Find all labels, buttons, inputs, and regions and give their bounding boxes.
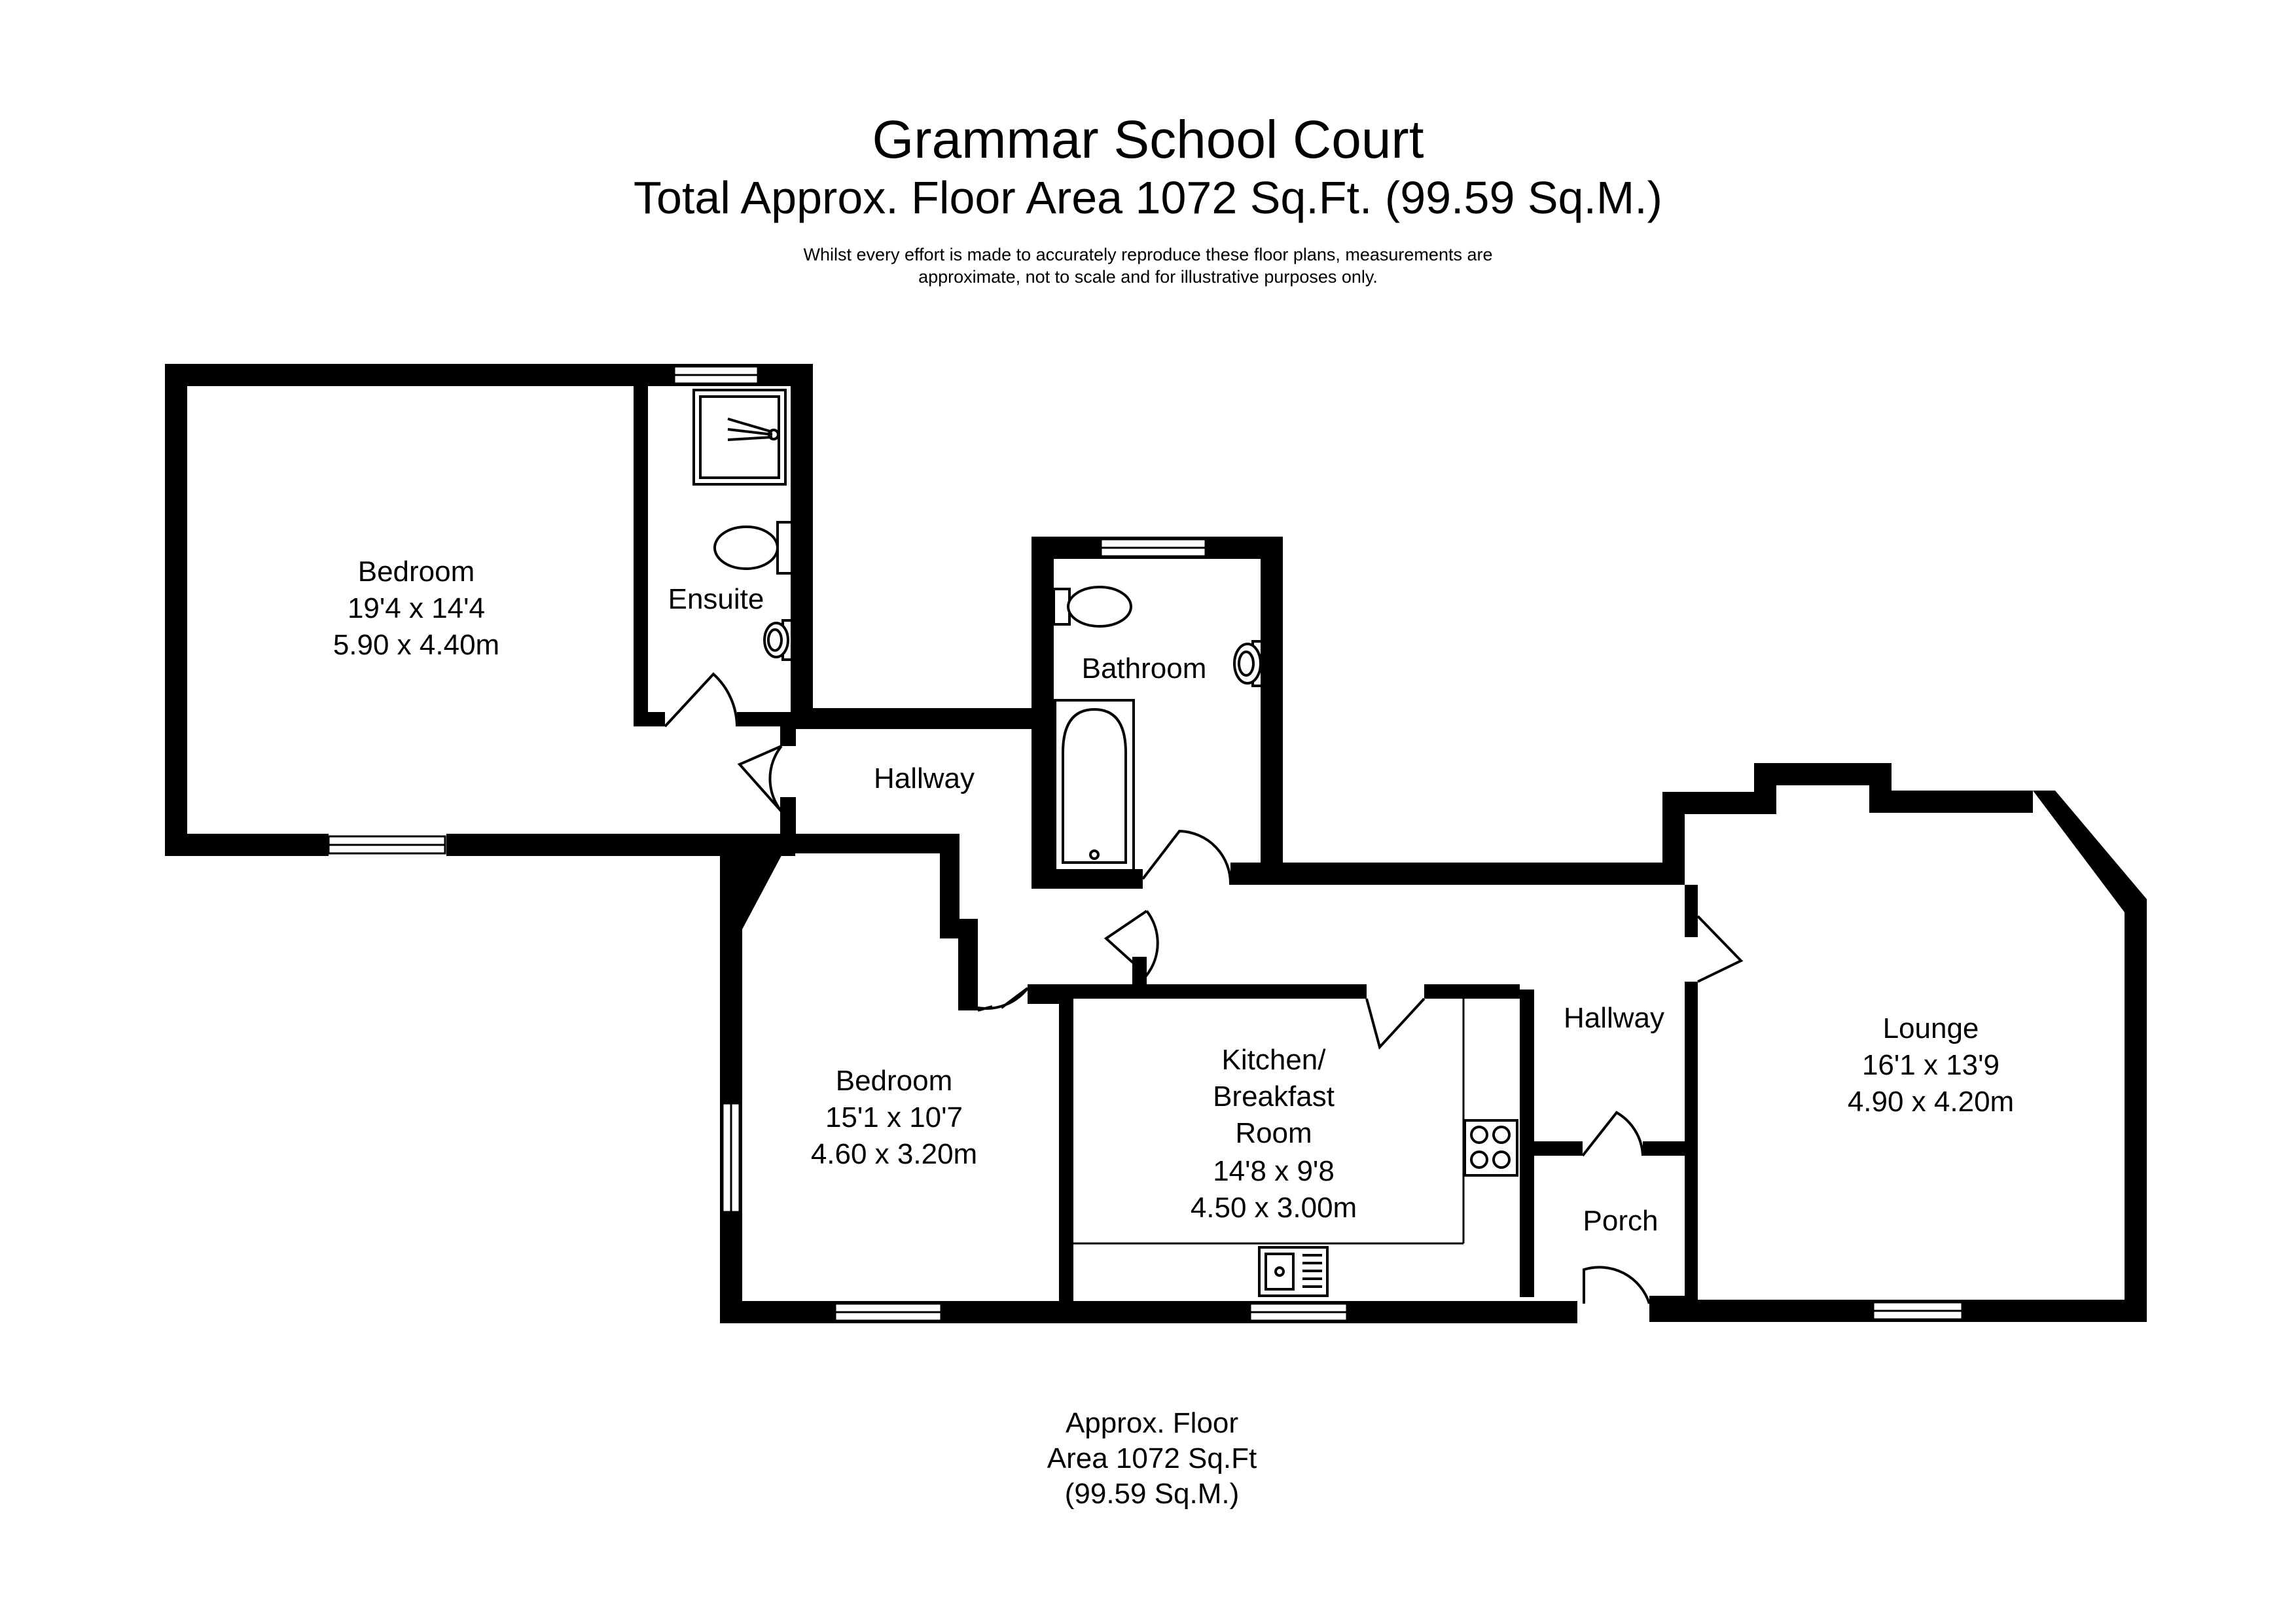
room-kitchen — [1191, 1044, 1357, 1224]
room-name-line-3: Room — [1235, 1117, 1312, 1149]
floor-area-line-3: (99.59 Sq.M.) — [1064, 1478, 1240, 1510]
shower-icon — [694, 390, 785, 484]
room-bathroom: Bathroom — [1081, 652, 1207, 685]
room-hallway-upper: Hallway — [873, 762, 975, 794]
room-metric: 4.50 x 3.00m — [1190, 1192, 1357, 1224]
disclaimer-line-1: Whilst every effort is made to accurately reproduce these floor plans, measurements are — [803, 245, 1493, 264]
room-imperial: 14'8 x 9'8 — [1213, 1155, 1335, 1187]
room-porch: Porch — [1583, 1205, 1659, 1237]
room-metric: 4.90 x 4.20m — [1847, 1086, 2015, 1118]
plan-title: Grammar School Court — [872, 110, 1424, 169]
room-name-line-2: Breakfast — [1213, 1080, 1335, 1113]
room-hallway-lower: Hallway — [1563, 1002, 1665, 1034]
room-metric: 4.60 x 3.20m — [810, 1138, 978, 1170]
toilet-icon — [715, 522, 792, 573]
floor-area-note — [1014, 1406, 1289, 1512]
room-bedroom-1 — [333, 556, 499, 661]
room-name: Bedroom — [835, 1065, 953, 1097]
room-name: Bedroom — [357, 556, 475, 588]
disclaimer-line-2: approximate, not to scale and for illustrative purposes only. — [918, 267, 1378, 287]
room-imperial: 15'1 x 10'7 — [825, 1101, 963, 1133]
bath-icon — [1055, 700, 1134, 870]
room-imperial: 16'1 x 13'9 — [1861, 1049, 2000, 1081]
room-metric: 5.90 x 4.40m — [332, 629, 500, 661]
toilet-icon — [1054, 587, 1131, 626]
room-ensuite: Ensuite — [668, 583, 764, 615]
plan-subtitle: Total Approx. Floor Area 1072 Sq.Ft. (99.59 Sq.M.) — [634, 172, 1662, 223]
floor-area-line-1: Approx. Floor — [1065, 1407, 1239, 1439]
room-bedroom-2 — [811, 1065, 977, 1170]
floor-area-line-2: Area 1072 Sq.Ft — [1047, 1442, 1257, 1474]
hob-icon — [1465, 1120, 1517, 1175]
room-name: Lounge — [1882, 1012, 1979, 1044]
room-lounge — [1848, 1012, 2014, 1118]
sink-icon — [1259, 1247, 1327, 1296]
basin-icon — [764, 620, 792, 660]
walls — [165, 364, 2147, 1323]
basin-icon — [1234, 641, 1262, 686]
room-imperial: 19'4 x 14'4 — [347, 592, 486, 624]
room-name-line-1: Kitchen/ — [1221, 1044, 1326, 1076]
